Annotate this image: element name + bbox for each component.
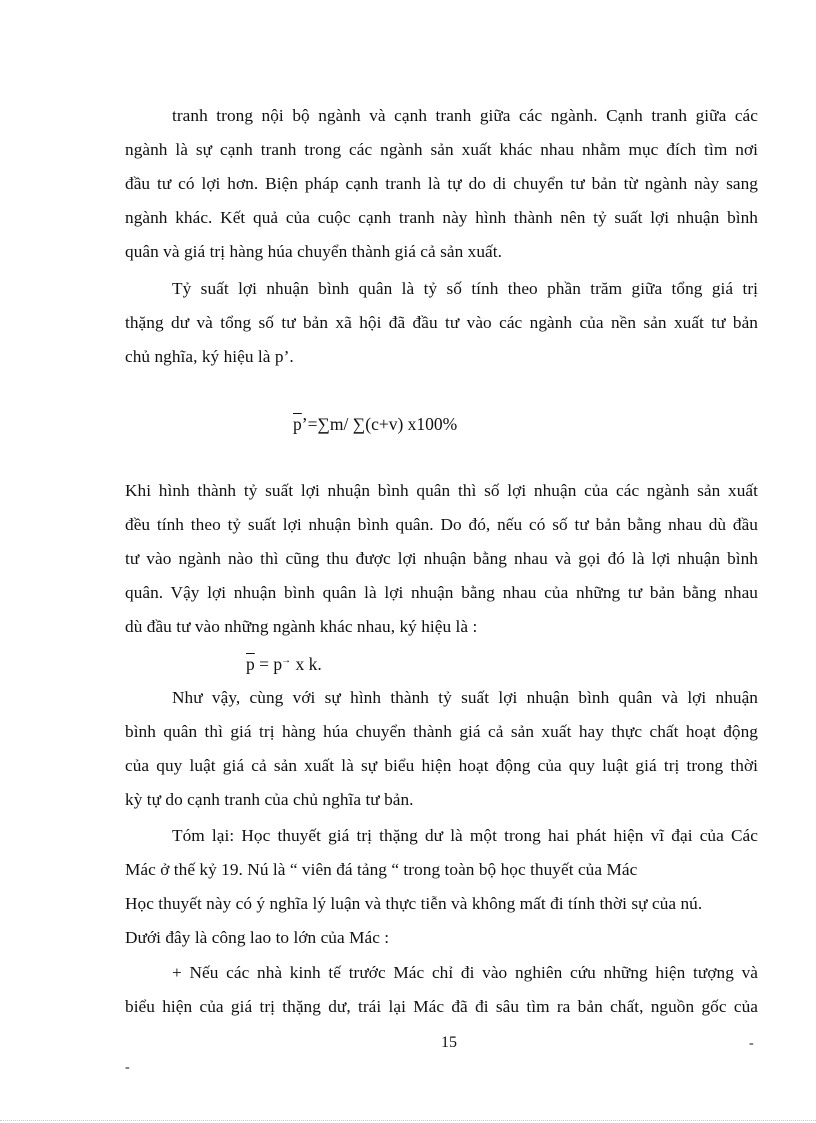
body-text-line: tư vào ngành nào thì cũng thu được lợi nhuận bằng nhau và gọi đó là lợi nhuận bình <box>125 549 758 568</box>
footer-dash-right: - <box>749 1036 754 1051</box>
body-text-line: đầu tư có lợi hơn. Biện pháp cạnh tranh là tự do di chuyển tư bản từ ngành này sang <box>125 174 758 193</box>
body-text-line: Như vậy, cùng với sự hình thành tỷ suất lợi nhuận bình quân và lợi nhuận <box>172 688 758 707</box>
body-text-line: quân. Vậy lợi nhuận bình quân là lợi nhuận bằng nhau của những tư bản bằng nhau <box>125 583 758 602</box>
formula-expression: ’=∑m/ ∑(c+v) x100% <box>301 414 458 434</box>
body-text-line: bình quân thì giá trị hàng húa chuyển thành giá cả sản xuất hay thực chất hoạt động <box>125 722 758 741</box>
footer-dash-left: - <box>125 1060 130 1075</box>
body-text-line: của quy luật giá cả sản xuất là sự biểu hiện hoạt động của quy luật giá trị trong thời <box>125 756 758 775</box>
formula-symbol-p-bar: $\overline{p}$ <box>293 414 302 434</box>
body-text-line: đều tính theo tỷ suất lợi nhuận bình quân. Do đó, nếu có số tư bản bằng nhau dù đầu <box>125 515 758 534</box>
body-text-line: tranh trong nội bộ ngành và cạnh tranh giữa các ngành. Cạnh tranh giữa các <box>172 106 758 125</box>
body-text-line: Tóm lại: Học thuyết giá trị thặng dư là một trong hai phát hiện vĩ đại của Các <box>172 826 758 845</box>
body-text-line: Dưới đây là công lao to lớn của Mác : <box>125 928 390 947</box>
formula-expression: x k. <box>291 654 322 674</box>
page-number: 15 <box>441 1034 457 1051</box>
formula-equals: = p <box>254 654 283 674</box>
average-profit-rate-formula <box>293 414 457 434</box>
body-text-line: quân và giá trị hàng húa chuyển thành giá cả sản xuất. <box>125 242 502 261</box>
body-text-line: + Nếu các nhà kinh tế trước Mác chỉ đi vào nghiên cứu những hiện tượng và <box>172 963 758 982</box>
body-text-line: biểu hiện của giá trị thặng dư, trái lại Mác đã đi sâu tìm ra bản chất, nguồn gốc của <box>125 997 758 1016</box>
body-text-line: Học thuyết này có ý nghĩa lý luận và thực tiễn và không mất đi tính thời sự của nú. <box>125 894 703 913</box>
body-text-line: kỳ tự do cạnh tranh của chủ nghĩa tư bản. <box>125 790 414 809</box>
body-text-line: dù đầu tư vào những ngành khác nhau, ký hiệu là : <box>125 617 478 636</box>
page-bottom-border <box>0 1120 816 1121</box>
body-text-line: thặng dư và tổng số tư bản xã hội đã đầu tư vào các ngành của nền sản xuất tư bản <box>125 313 758 332</box>
body-text-line: Mác ở thế kỷ 19. Nú là “ viên đá tảng “ trong toàn bộ học thuyết của Mác <box>125 860 638 879</box>
average-profit-formula <box>246 651 322 674</box>
body-text-line: Khi hình thành tỷ suất lợi nhuận bình quân thì số lợi nhuận của các ngành sản xuất <box>125 481 758 500</box>
body-text-line: Tỷ suất lợi nhuận bình quân là tỷ số tính theo phần trăm giữa tổng giá trị <box>172 279 758 298</box>
body-text-line: chủ nghĩa, ký hiệu là p’. <box>125 347 294 366</box>
arrow-superscript: → <box>281 655 292 666</box>
formula-symbol-p-bar: $\overline{p}$ <box>246 654 255 674</box>
body-text-line: ngành khác. Kết quả của cuộc cạnh tranh này hình thành nên tỷ suất lợi nhuận bình <box>125 208 758 227</box>
body-text-line: ngành là sự cạnh tranh trong các ngành sản xuất khác nhau nhằm mục đích tìm nơi <box>125 140 758 159</box>
